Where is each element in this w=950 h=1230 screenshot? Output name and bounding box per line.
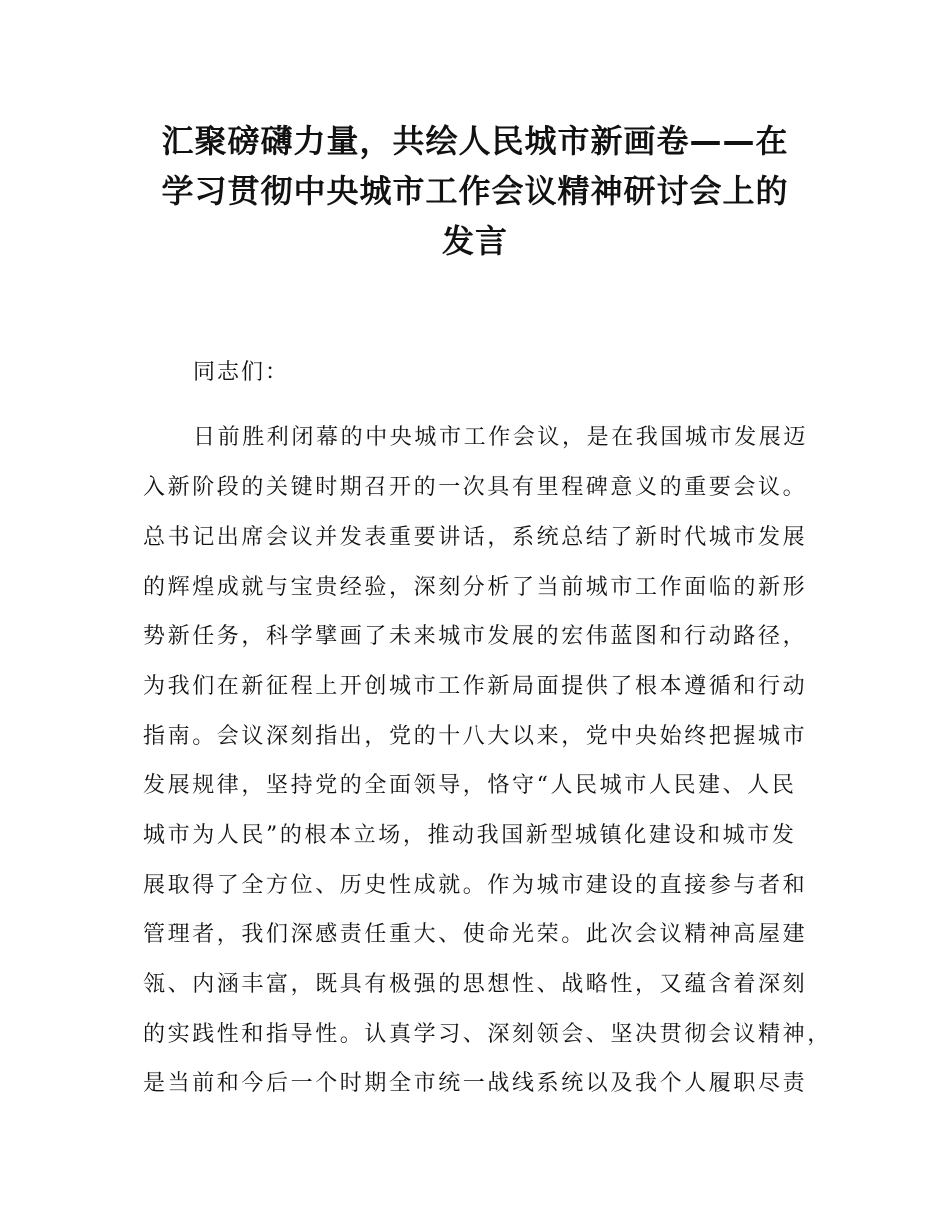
title-line: 学习贯彻中央城市工作会议精神研讨会上的 (161, 172, 789, 210)
paragraph-line: 瓴、内涵丰富，既具有极强的思想性、战略性，又蕴含着深刻 (143, 972, 808, 997)
paragraph-line: 入新阶段的关键时期召开的一次具有里程碑意义的重要会议。 (143, 475, 808, 500)
paragraph-line: 发展规律，坚持党的全面领导，恪守“人民城市人民建、人民 (143, 773, 797, 798)
paragraph-line: 展取得了全方位、历史性成就。作为城市建设的直接参与者和 (143, 873, 808, 898)
paragraph-line: 日前胜利闭幕的中央城市工作会议，是在我国城市发展迈 (193, 425, 809, 450)
paragraph-line: 的实践性和指导性。认真学习、深刻领会、坚决贯彻会议精神， (143, 1022, 832, 1047)
paragraph-line: 管理者，我们深感责任重大、使命光荣。此次会议精神高屋建 (143, 922, 808, 947)
title-line: 汇聚磅礴力量，共绘人民城市新画卷——在 (161, 122, 789, 160)
document-title (140, 116, 810, 266)
title-line: 发言 (441, 222, 508, 260)
paragraph-line: 势新任务，科学擘画了未来城市发展的宏伟蓝图和行动路径， (143, 624, 808, 649)
paragraph-line: 指南。会议深刻指出，党的十八大以来，党中央始终把握城市 (143, 724, 808, 749)
salutation: 同志们： (193, 360, 290, 385)
paragraph-line: 总书记出席会议并发表重要讲话，系统总结了新时代城市发展 (143, 525, 808, 550)
paragraph-line: 是当前和今后一个时期全市统一战线系统以及我个人履职尽责 (143, 1071, 808, 1096)
paragraph-line: 城市为人民”的根本立场，推动我国新型城镇化建设和城市发 (143, 823, 797, 848)
paragraph-line: 的辉煌成就与宝贵经验，深刻分析了当前城市工作面临的新形 (143, 575, 808, 600)
paragraph-line: 为我们在新征程上开创城市工作新局面提供了根本遵循和行动 (143, 674, 808, 699)
